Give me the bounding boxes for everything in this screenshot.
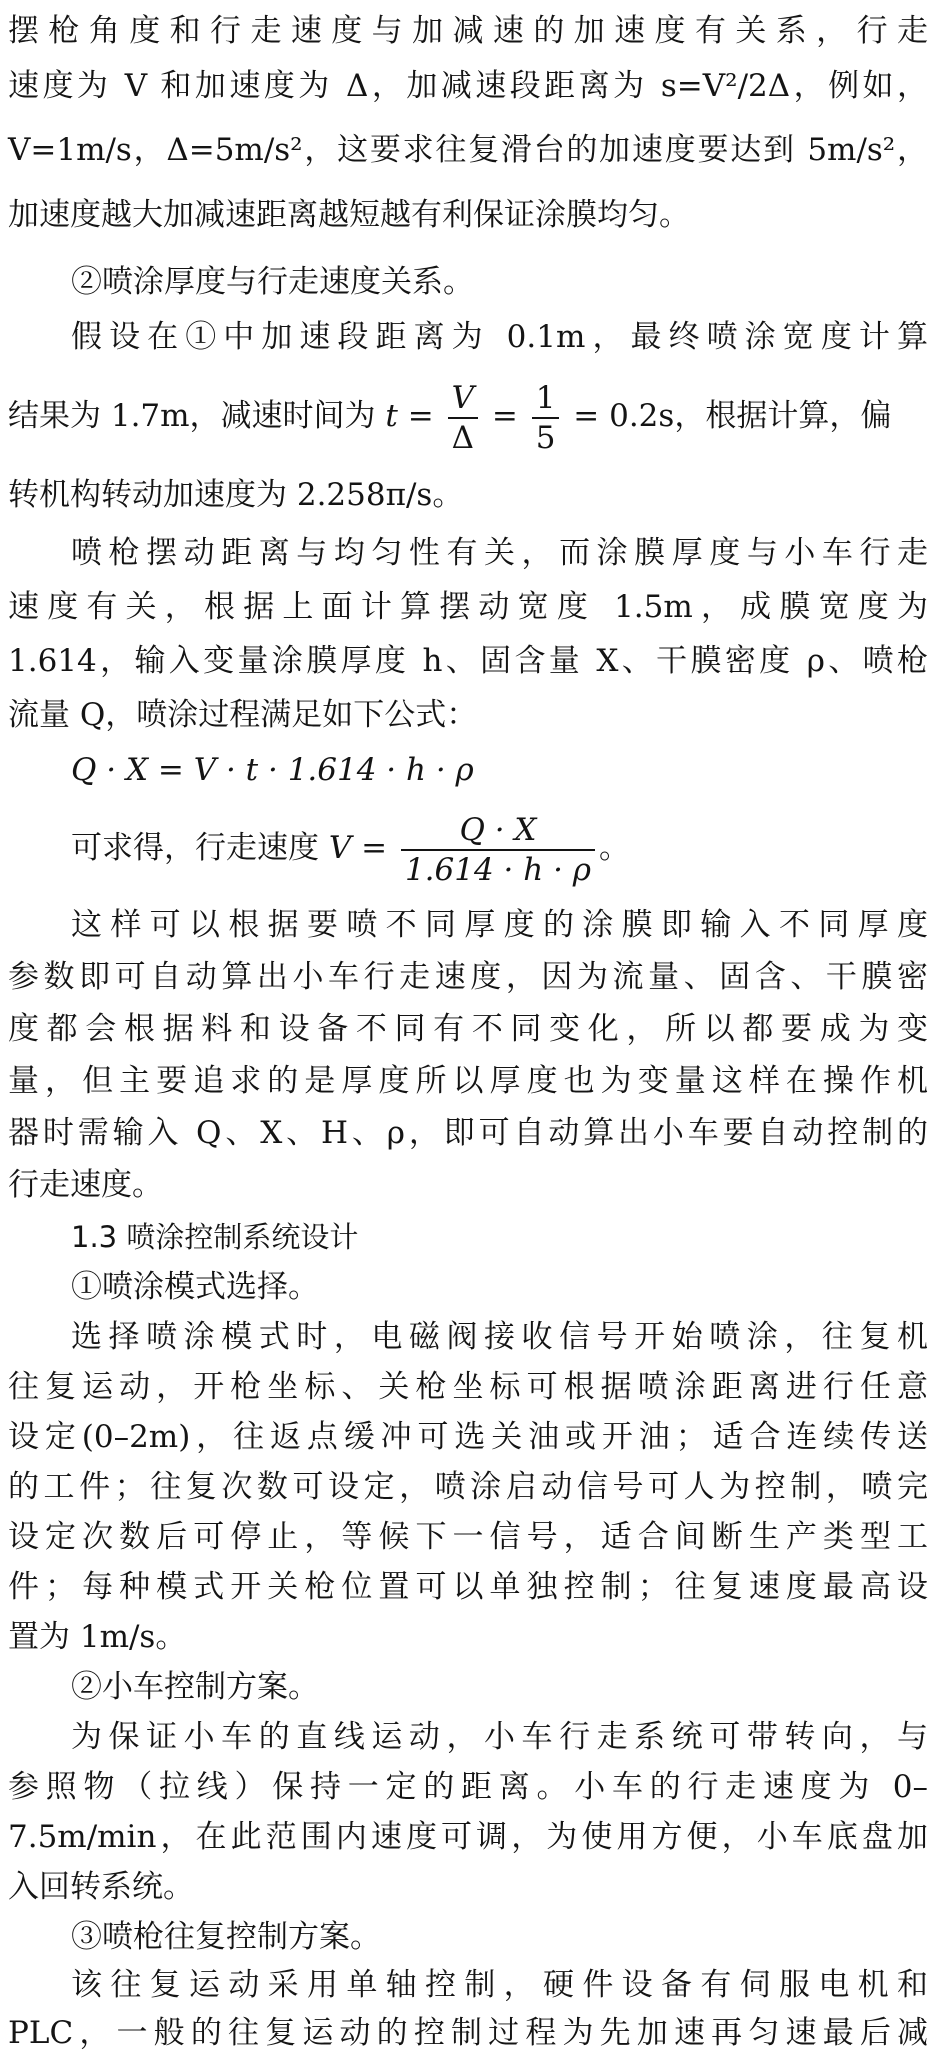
paragraph-1-line-3: V=1m/s，Δ=5m/s²，这要求往复滑台的加速度要达到 5m/s²， — [8, 132, 928, 168]
fraction-speed — [401, 811, 595, 889]
paragraph-5-line-5: 设定次数后可停止，等候下一信号，适合间断生产类型工 — [8, 1519, 928, 1555]
paragraph-3-line-2: 速度有关，根据上面计算摆动宽度 1.5m，成膜宽度为 — [8, 589, 928, 625]
time-variable: t — [385, 398, 398, 434]
formula-flow-balance: Q · X = V · t · 1.614 · h · ρ — [71, 752, 474, 788]
formula-speed-suffix: 。 — [599, 830, 630, 866]
paragraph-1-line-1: 摆枪角度和行走速度与加减速的加速度有关系，行走 — [8, 13, 928, 49]
item-mode-title: ①喷涂模式选择。 — [71, 1269, 319, 1305]
fraction-delta-denominator: Δ — [448, 417, 478, 457]
equals-sign: = — [407, 398, 434, 434]
paragraph-6-line-4: 入回转系统。 — [8, 1869, 194, 1905]
paragraph-5-line-3: 设定(0–2m)，往返点缓冲可选关油或开油；适合连续传送 — [8, 1419, 928, 1455]
fraction-v-numerator: V — [451, 379, 474, 416]
paragraph-2-line-1: 假设在①中加速段距离为 0.1m，最终喷涂宽度计算 — [71, 319, 928, 355]
paragraph-3-line-4: 流量 Q，喷涂过程满足如下公式： — [8, 697, 478, 733]
paragraph-5-line-2: 往复运动，开枪坐标、关枪坐标可根据喷涂距离进行任意 — [8, 1369, 928, 1405]
paragraph-4-line-6: 行走速度。 — [8, 1167, 163, 1203]
paragraph-2-line-2-suffix: ，根据计算，偏 — [674, 398, 892, 434]
fraction-speed-denominator: 1.614 · h · ρ — [401, 849, 595, 889]
paragraph-6-line-2: 参照物（拉线）保持一定的距离。小车的行走速度为 0– — [8, 1769, 928, 1805]
section-heading: 1.3 喷涂控制系统设计 — [71, 1220, 359, 1254]
paragraph-4-line-5: 器时需输入 Q、X、H、ρ，即可自动算出小车要自动控制的 — [8, 1115, 928, 1151]
paragraph-4-line-1: 这样可以根据要喷不同厚度的涂膜即输入不同厚度 — [71, 907, 928, 943]
paragraph-4-line-3: 度都会根据料和设备不同有不同变化，所以都要成为变 — [8, 1011, 928, 1047]
speed-variable: V = — [328, 830, 388, 866]
paragraph-4-line-4: 量，但主要追求的是厚度所以厚度也为变量这样在操作机 — [8, 1063, 928, 1099]
formula-speed — [8, 800, 928, 896]
paragraph-3-line-3: 1.614，输入变量涂膜厚度 h、固含量 X、干膜密度 ρ、喷枪 — [8, 643, 928, 679]
fraction-one-over-five — [532, 379, 560, 457]
paragraph-5-line-4: 的工件；往复次数可设定，喷涂启动信号可人为控制，喷完 — [8, 1469, 928, 1505]
paragraph-5-line-7: 置为 1m/s。 — [8, 1619, 187, 1655]
paragraph-6-line-1: 为保证小车的直线运动，小车行走系统可带转向，与 — [71, 1719, 928, 1755]
paragraph-3-line-1: 喷枪摆动距离与均匀性有关，而涂膜厚度与小车行走 — [71, 535, 928, 571]
fraction-five-denominator: 5 — [532, 417, 560, 457]
item-car-title: ②小车控制方案。 — [71, 1669, 319, 1705]
paragraph-6-line-3: 7.5m/min，在此范围内速度可调，为使用方便，小车底盘加 — [8, 1819, 928, 1855]
paragraph-5-line-1: 选择喷涂模式时，电磁阀接收信号开始喷涂，往复机 — [71, 1319, 928, 1355]
paragraph-7-line-1: 该往复运动采用单轴控制，硬件设备有伺服电机和 — [71, 1967, 928, 2003]
item-gun-title: ③喷枪往复控制方案。 — [71, 1919, 381, 1955]
paragraph-1-line-4: 加速度越大加减速距离越短越有利保证涂膜均匀。 — [8, 197, 690, 233]
paragraph-7-line-2: PLC，一般的往复运动的控制过程为先加速再匀速最后减 — [8, 2015, 928, 2051]
paragraph-4-line-2: 参数即可自动算出小车行走速度，因为流量、固含、干膜密 — [8, 959, 928, 995]
paragraph-2-line-2-prefix: 结果为 1.7m，减速时间为 — [8, 398, 376, 434]
time-result: = 0.2s — [573, 398, 675, 434]
paragraph-2-line-2: 结果为 1.7m，减速时间为 t = $\frac{V}{\Delta}$ = $\frac{1}{5}$ = 0.2s，根据计算，偏 — [8, 379, 892, 456]
paragraph-5-line-6: 件；每种模式开关枪位置可以单独控制；往复速度最高设 — [8, 1569, 928, 1605]
paragraph-1-line-2: 速度为 V 和加速度为 Δ，加减速段距离为 s=V²/2Δ，例如， — [8, 68, 928, 104]
fraction-speed-numerator: Q · X — [459, 811, 537, 848]
formula-speed-prefix: 可求得，行走速度 — [71, 830, 319, 866]
fraction-v-over-delta — [448, 379, 478, 457]
paragraph-2-line-3: 转机构转动加速度为 2.258π/s。 — [8, 477, 464, 513]
item-thickness-title: ②喷涂厚度与行走速度关系。 — [71, 264, 474, 300]
document-page — [8, 0, 928, 2060]
fraction-one-numerator: 1 — [535, 379, 556, 416]
